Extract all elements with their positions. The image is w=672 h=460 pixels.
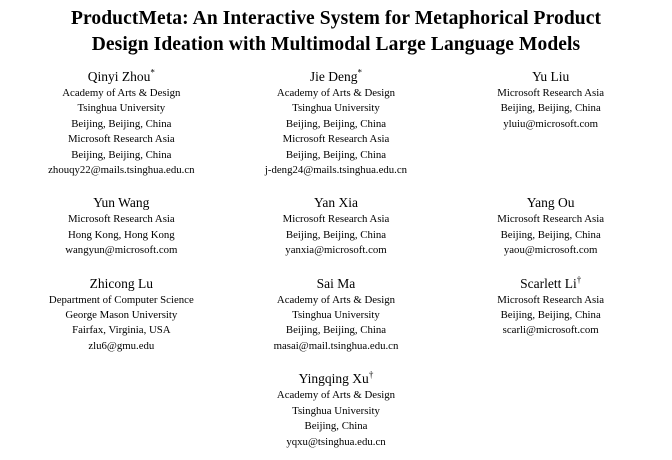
author-email: zlu6@gmu.edu [88,339,155,352]
author-name-text: Yan Xia [313,195,358,211]
author-affiliation-line: Tsinghua University [77,102,166,115]
author-email: yanxia@microsoft.com [285,244,387,257]
author-name [443,193,658,212]
author-affiliation-line: George Mason University [65,309,178,322]
author-affiliation-line: Beijing, Beijing, China [71,148,172,161]
author-affiliation-line: Academy of Arts & Design [62,87,181,99]
author-affiliation [229,86,444,163]
author-name [229,67,444,86]
author-email: scarli@microsoft.com [502,324,599,337]
author-name-text: Jie Deng [309,69,358,84]
author-name-text: Yun Wang [93,195,150,211]
author-email: zhouqy22@mails.tsinghua.edu.cn [48,164,195,177]
author-name [14,193,229,212]
author-affiliation [443,86,658,117]
author-affiliation-line: Department of Computer Science [48,293,194,306]
author-affiliation-line: Microsoft Research Asia [497,87,605,99]
author-block [277,369,395,450]
author-name-text: Qinyi Zhou [87,69,151,84]
author-name-text: Sai Ma [316,275,356,291]
authors-grid [0,58,672,450]
author-affiliation-line: Tsinghua University [292,404,380,417]
paper-title [0,0,672,58]
author-affiliation-line: Tsinghua University [292,102,380,115]
author-email: wangyun@microsoft.com [65,244,178,257]
author-email: yqxu@tsinghua.edu.cn [286,435,386,448]
author-affiliation [14,293,229,339]
author-affiliation-line: Academy of Arts & Design [276,87,396,99]
author-affiliation-line: Microsoft Research Asia [497,293,605,306]
author-affiliation-line: Beijing, Beijing, China [71,117,172,130]
author-name [14,67,229,86]
author-marker: † [368,369,374,380]
author-name-text: Zhicong Lu [89,275,154,291]
author-name [277,369,395,388]
title-line-1: ProductMeta: An Interactive System for Metaphorical Product [70,8,602,29]
author-name [443,274,658,293]
author-affiliation-line: Microsoft Research Asia [67,213,175,226]
author-affiliation-line: Microsoft Research Asia [67,133,175,146]
author-affiliation-line: Fairfax, Virginia, USA [72,324,171,337]
author-affiliation-line: Beijing, Beijing, China [500,102,601,115]
author-block [14,67,229,178]
author-affiliation-line: Hong Kong, Hong Kong [67,228,175,241]
author-affiliation [277,388,395,434]
author-affiliation-line: Microsoft Research Asia [282,133,390,146]
author-name [229,193,444,212]
author-block [14,274,229,355]
author-block [443,67,658,132]
author-affiliation-line: Beijing, Beijing, China [285,148,387,161]
author-name-text: Scarlett Li [520,275,577,291]
author-block [229,274,444,355]
author-name-text: Yu Liu [532,69,570,84]
author-affiliation-line: Microsoft Research Asia [497,213,605,226]
author-block [229,67,444,178]
author-block [443,274,658,339]
author-name-text: Yingqing Xu [298,371,369,387]
author-affiliation [229,293,444,339]
author-block [229,193,444,258]
author-affiliation [14,212,229,243]
author-affiliation-line: Beijing, Beijing, China [500,309,601,322]
author-name [14,274,229,293]
author-affiliation-line: Beijing, Beijing, China [500,228,601,241]
title-line-2: Design Ideation with Multimodal Large Language Models [91,34,581,55]
author-marker: † [576,274,582,285]
author-affiliation [229,212,444,243]
author-affiliation-line: Beijing, Beijing, China [285,228,387,241]
author-affiliation-line: Beijing, Beijing, China [285,117,387,130]
author-affiliation [14,86,229,163]
author-marker: * [150,67,155,78]
author-block [14,193,229,258]
author-affiliation-line: Microsoft Research Asia [282,213,390,226]
author-name-text: Yang Ou [526,195,575,211]
author-email: j-deng24@mails.tsinghua.edu.cn [264,164,408,177]
author-name [443,67,658,86]
author-name [229,274,444,293]
author-email: yluiu@microsoft.com [503,117,599,130]
author-email: masai@mail.tsinghua.edu.cn [273,339,399,352]
author-marker: * [357,67,363,78]
author-block [443,193,658,258]
author-affiliation [443,293,658,324]
author-affiliation-line: Beijing, Beijing, China [285,324,387,337]
author-email: yaou@microsoft.com [503,244,598,257]
author-affiliation-line: Beijing, China [304,420,368,433]
author-affiliation-line: Academy of Arts & Design [276,389,396,402]
author-affiliation [443,212,658,243]
author-affiliation-line: Academy of Arts & Design [276,293,396,306]
author-affiliation-line: Tsinghua University [292,309,380,322]
